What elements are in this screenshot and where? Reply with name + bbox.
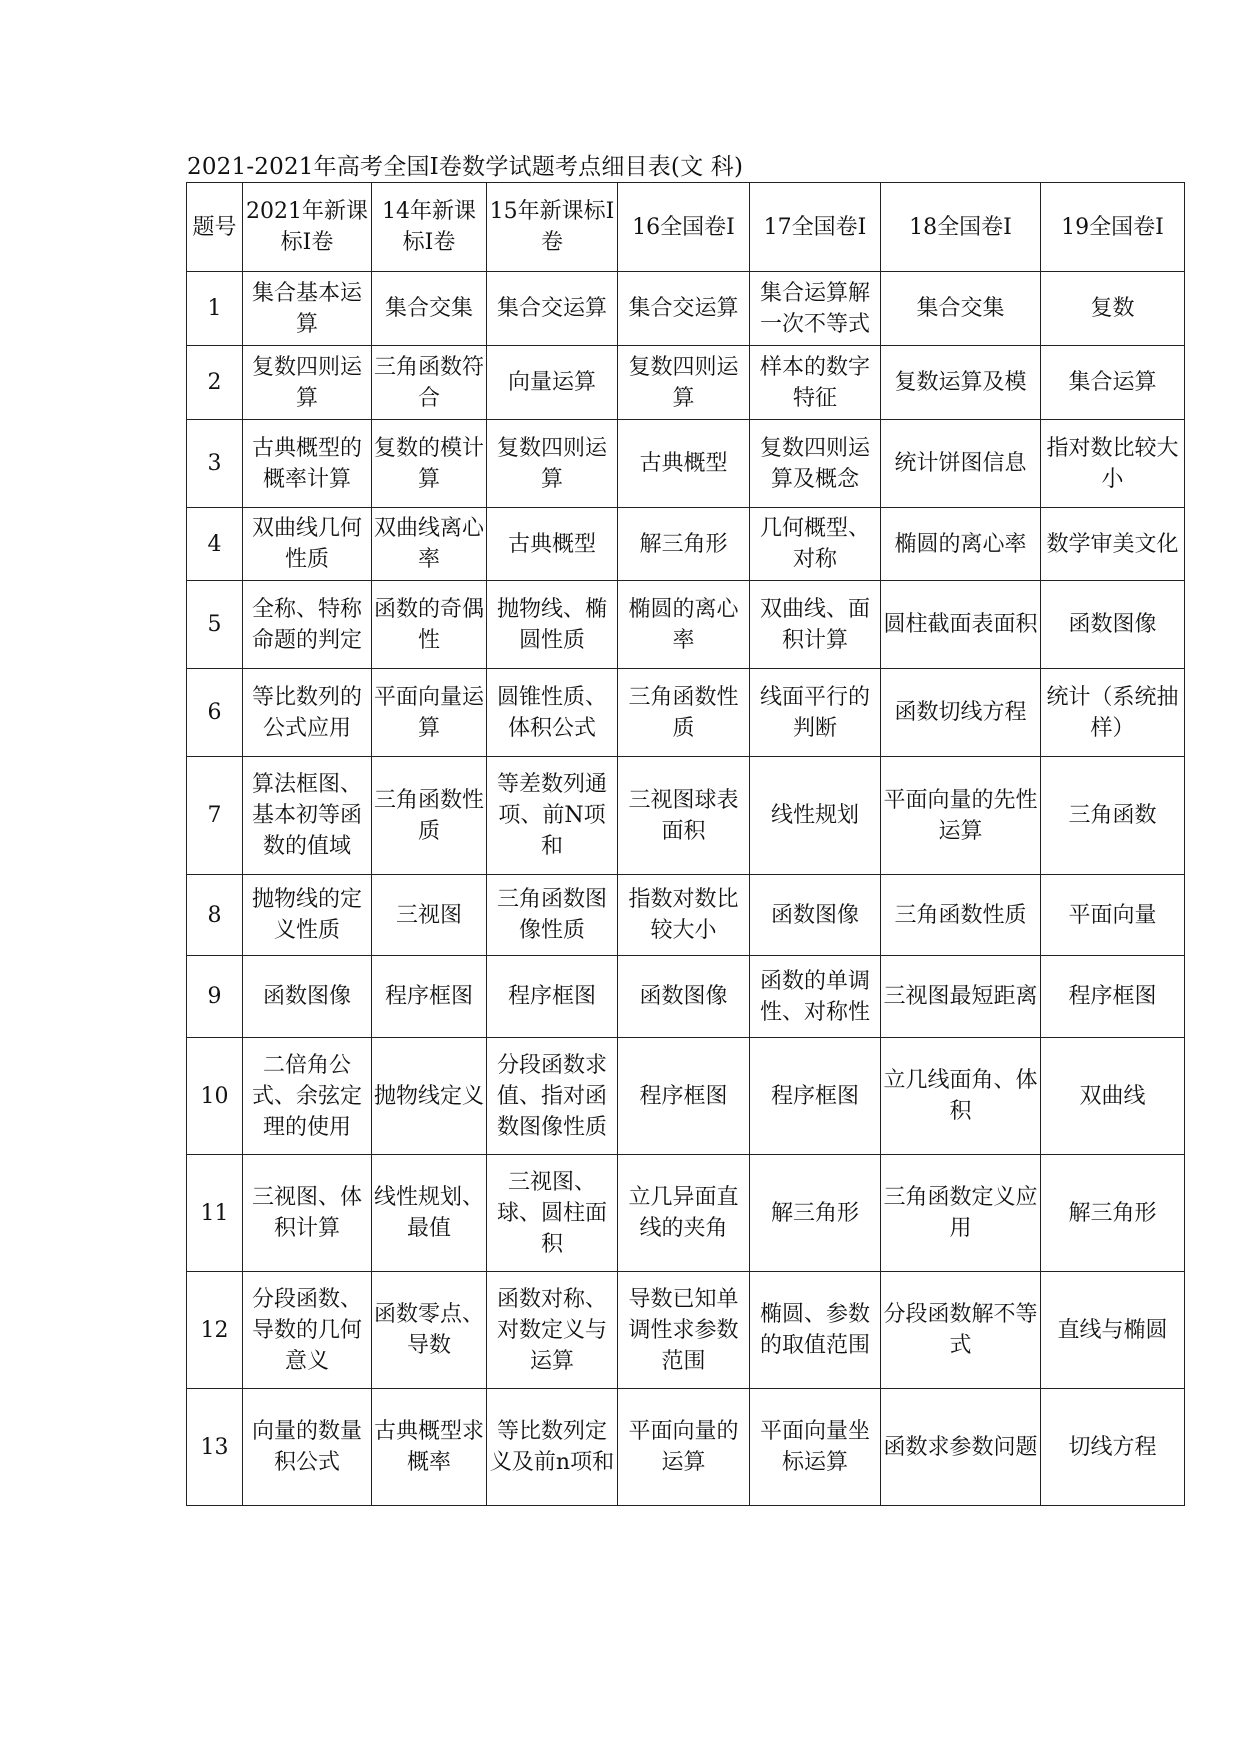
exam-topics-table xyxy=(186,182,1185,1506)
table-cell: 双曲线几何性质 xyxy=(243,508,372,581)
header-question-number: 题号 xyxy=(187,183,243,272)
table-cell: 向量的数量积公式 xyxy=(243,1389,372,1506)
table-cell: 平面向量的运算 xyxy=(618,1389,750,1506)
table-cell: 解三角形 xyxy=(1041,1155,1185,1272)
table-cell: 平面向量 xyxy=(1041,875,1185,956)
table-cell: 函数的奇偶性 xyxy=(372,581,487,669)
table-row xyxy=(187,1272,1185,1389)
table-cell: 函数求参数问题 xyxy=(881,1389,1041,1506)
table-cell: 函数对称、对数定义与运算 xyxy=(487,1272,618,1389)
table-cell: 集合交集 xyxy=(372,272,487,346)
table-cell: 指数对数比较大小 xyxy=(618,875,750,956)
table-cell: 集合交运算 xyxy=(487,272,618,346)
table-cell: 函数图像 xyxy=(1041,581,1185,669)
table-cell: 双曲线、面积计算 xyxy=(750,581,881,669)
table-cell: 复数四则运算及概念 xyxy=(750,420,881,508)
table-row xyxy=(187,581,1185,669)
table-cell: 双曲线 xyxy=(1041,1038,1185,1155)
table-cell: 集合交运算 xyxy=(618,272,750,346)
table-cell: 抛物线定义 xyxy=(372,1038,487,1155)
table-cell: 程序框图 xyxy=(487,956,618,1038)
table-cell: 算法框图、基本初等函数的值域 xyxy=(243,757,372,875)
table-cell: 全称、特称命题的判定 xyxy=(243,581,372,669)
table-cell: 三视图球表面积 xyxy=(618,757,750,875)
table-cell: 立几异面直线的夹角 xyxy=(618,1155,750,1272)
table-cell: 古典概型 xyxy=(487,508,618,581)
table-cell: 三视图 xyxy=(372,875,487,956)
table-cell: 椭圆的离心率 xyxy=(618,581,750,669)
table-row xyxy=(187,757,1185,875)
table-cell: 向量运算 xyxy=(487,346,618,420)
header-15-paper: 15年新课标Ⅰ卷 xyxy=(487,183,618,272)
table-cell: 圆锥性质、体积公式 xyxy=(487,669,618,757)
table-cell: 函数的单调性、对称性 xyxy=(750,956,881,1038)
table-cell: 分段函数求值、指对函数图像性质 xyxy=(487,1038,618,1155)
header-18-paper: 18全国卷Ⅰ xyxy=(881,183,1041,272)
header-19-paper: 19全国卷Ⅰ xyxy=(1041,183,1185,272)
table-cell: 集合运算 xyxy=(1041,346,1185,420)
table-cell: 线性规划 xyxy=(750,757,881,875)
table-cell: 复数运算及模 xyxy=(881,346,1041,420)
table-cell: 数学审美文化 xyxy=(1041,508,1185,581)
table-cell: 程序框图 xyxy=(372,956,487,1038)
table-cell: 立几线面角、体积 xyxy=(881,1038,1041,1155)
header-row xyxy=(187,183,1185,272)
table-cell: 三角函数 xyxy=(1041,757,1185,875)
table-cell: 6 xyxy=(187,669,243,757)
table-cell: 集合基本运算 xyxy=(243,272,372,346)
table-cell: 样本的数字特征 xyxy=(750,346,881,420)
table-cell: 三角函数性质 xyxy=(372,757,487,875)
table-row xyxy=(187,420,1185,508)
table-cell: 几何概型、对称 xyxy=(750,508,881,581)
table-cell: 复数四则运算 xyxy=(618,346,750,420)
table-cell: 函数图像 xyxy=(618,956,750,1038)
table-cell: 统计（系统抽样） xyxy=(1041,669,1185,757)
table-cell: 三视图最短距离 xyxy=(881,956,1041,1038)
table-row xyxy=(187,956,1185,1038)
table-cell: 平面向量坐标运算 xyxy=(750,1389,881,1506)
table-cell: 三角函数性质 xyxy=(881,875,1041,956)
table-row xyxy=(187,346,1185,420)
table-cell: 程序框图 xyxy=(618,1038,750,1155)
table-cell: 指对数比较大小 xyxy=(1041,420,1185,508)
table-cell: 椭圆的离心率 xyxy=(881,508,1041,581)
header-2021-paper: 2021年新课标Ⅰ卷 xyxy=(243,183,372,272)
table-cell: 复数四则运算 xyxy=(243,346,372,420)
table-cell: 平面向量运算 xyxy=(372,669,487,757)
table-cell: 古典概型求概率 xyxy=(372,1389,487,1506)
table-cell: 函数切线方程 xyxy=(881,669,1041,757)
table-cell: 双曲线离心率 xyxy=(372,508,487,581)
table-cell: 2 xyxy=(187,346,243,420)
table-cell: 统计饼图信息 xyxy=(881,420,1041,508)
table-cell: 平面向量的先性运算 xyxy=(881,757,1041,875)
table-cell: 复数四则运算 xyxy=(487,420,618,508)
table-cell: 古典概型 xyxy=(618,420,750,508)
table-cell: 三角函数符合 xyxy=(372,346,487,420)
table-cell: 集合运算解一次不等式 xyxy=(750,272,881,346)
table-cell: 线性规划、最值 xyxy=(372,1155,487,1272)
table-cell: 圆柱截面表面积 xyxy=(881,581,1041,669)
table-cell: 三视图、球、圆柱面积 xyxy=(487,1155,618,1272)
table-cell: 解三角形 xyxy=(618,508,750,581)
table-cell: 分段函数解不等式 xyxy=(881,1272,1041,1389)
table-cell: 集合交集 xyxy=(881,272,1041,346)
table-cell: 4 xyxy=(187,508,243,581)
header-14-paper: 14年新课标Ⅰ卷 xyxy=(372,183,487,272)
table-cell: 等比数列的公式应用 xyxy=(243,669,372,757)
table-cell: 函数图像 xyxy=(243,956,372,1038)
table-cell: 三视图、体积计算 xyxy=(243,1155,372,1272)
header-16-paper: 16全国卷Ⅰ xyxy=(618,183,750,272)
table-cell: 分段函数、导数的几何意义 xyxy=(243,1272,372,1389)
table-cell: 复数 xyxy=(1041,272,1185,346)
table-cell: 11 xyxy=(187,1155,243,1272)
table-cell: 三角函数图像性质 xyxy=(487,875,618,956)
table-row xyxy=(187,272,1185,346)
table-cell: 1 xyxy=(187,272,243,346)
table-cell: 复数的模计算 xyxy=(372,420,487,508)
table-cell: 5 xyxy=(187,581,243,669)
table-row xyxy=(187,875,1185,956)
table-row xyxy=(187,508,1185,581)
table-cell: 等比数列定义及前n项和 xyxy=(487,1389,618,1506)
table-cell: 程序框图 xyxy=(1041,956,1185,1038)
table-cell: 12 xyxy=(187,1272,243,1389)
table-cell: 8 xyxy=(187,875,243,956)
table-cell: 二倍角公式、余弦定理的使用 xyxy=(243,1038,372,1155)
table-cell: 椭圆、参数的取值范围 xyxy=(750,1272,881,1389)
table-cell: 13 xyxy=(187,1389,243,1506)
table-cell: 古典概型的概率计算 xyxy=(243,420,372,508)
table-cell: 线面平行的判断 xyxy=(750,669,881,757)
table-cell: 9 xyxy=(187,956,243,1038)
table-cell: 3 xyxy=(187,420,243,508)
table-cell: 等差数列通项、前N项和 xyxy=(487,757,618,875)
document-title: 2021-2021年高考全国Ⅰ卷数学试题考点细目表(文 科) xyxy=(187,154,744,180)
table-cell: 函数图像 xyxy=(750,875,881,956)
table-cell: 切线方程 xyxy=(1041,1389,1185,1506)
table-row xyxy=(187,1038,1185,1155)
table-cell: 7 xyxy=(187,757,243,875)
table-cell: 三角函数性质 xyxy=(618,669,750,757)
table-cell: 抛物线的定义性质 xyxy=(243,875,372,956)
table-cell: 解三角形 xyxy=(750,1155,881,1272)
table-row xyxy=(187,669,1185,757)
table-cell: 程序框图 xyxy=(750,1038,881,1155)
table-cell: 函数零点、导数 xyxy=(372,1272,487,1389)
table-row xyxy=(187,1155,1185,1272)
header-17-paper: 17全国卷Ⅰ xyxy=(750,183,881,272)
table-cell: 抛物线、椭圆性质 xyxy=(487,581,618,669)
table-row xyxy=(187,1389,1185,1506)
table-cell: 导数已知单调性求参数范围 xyxy=(618,1272,750,1389)
table-cell: 10 xyxy=(187,1038,243,1155)
table-cell: 三角函数定义应用 xyxy=(881,1155,1041,1272)
table-cell: 直线与椭圆 xyxy=(1041,1272,1185,1389)
